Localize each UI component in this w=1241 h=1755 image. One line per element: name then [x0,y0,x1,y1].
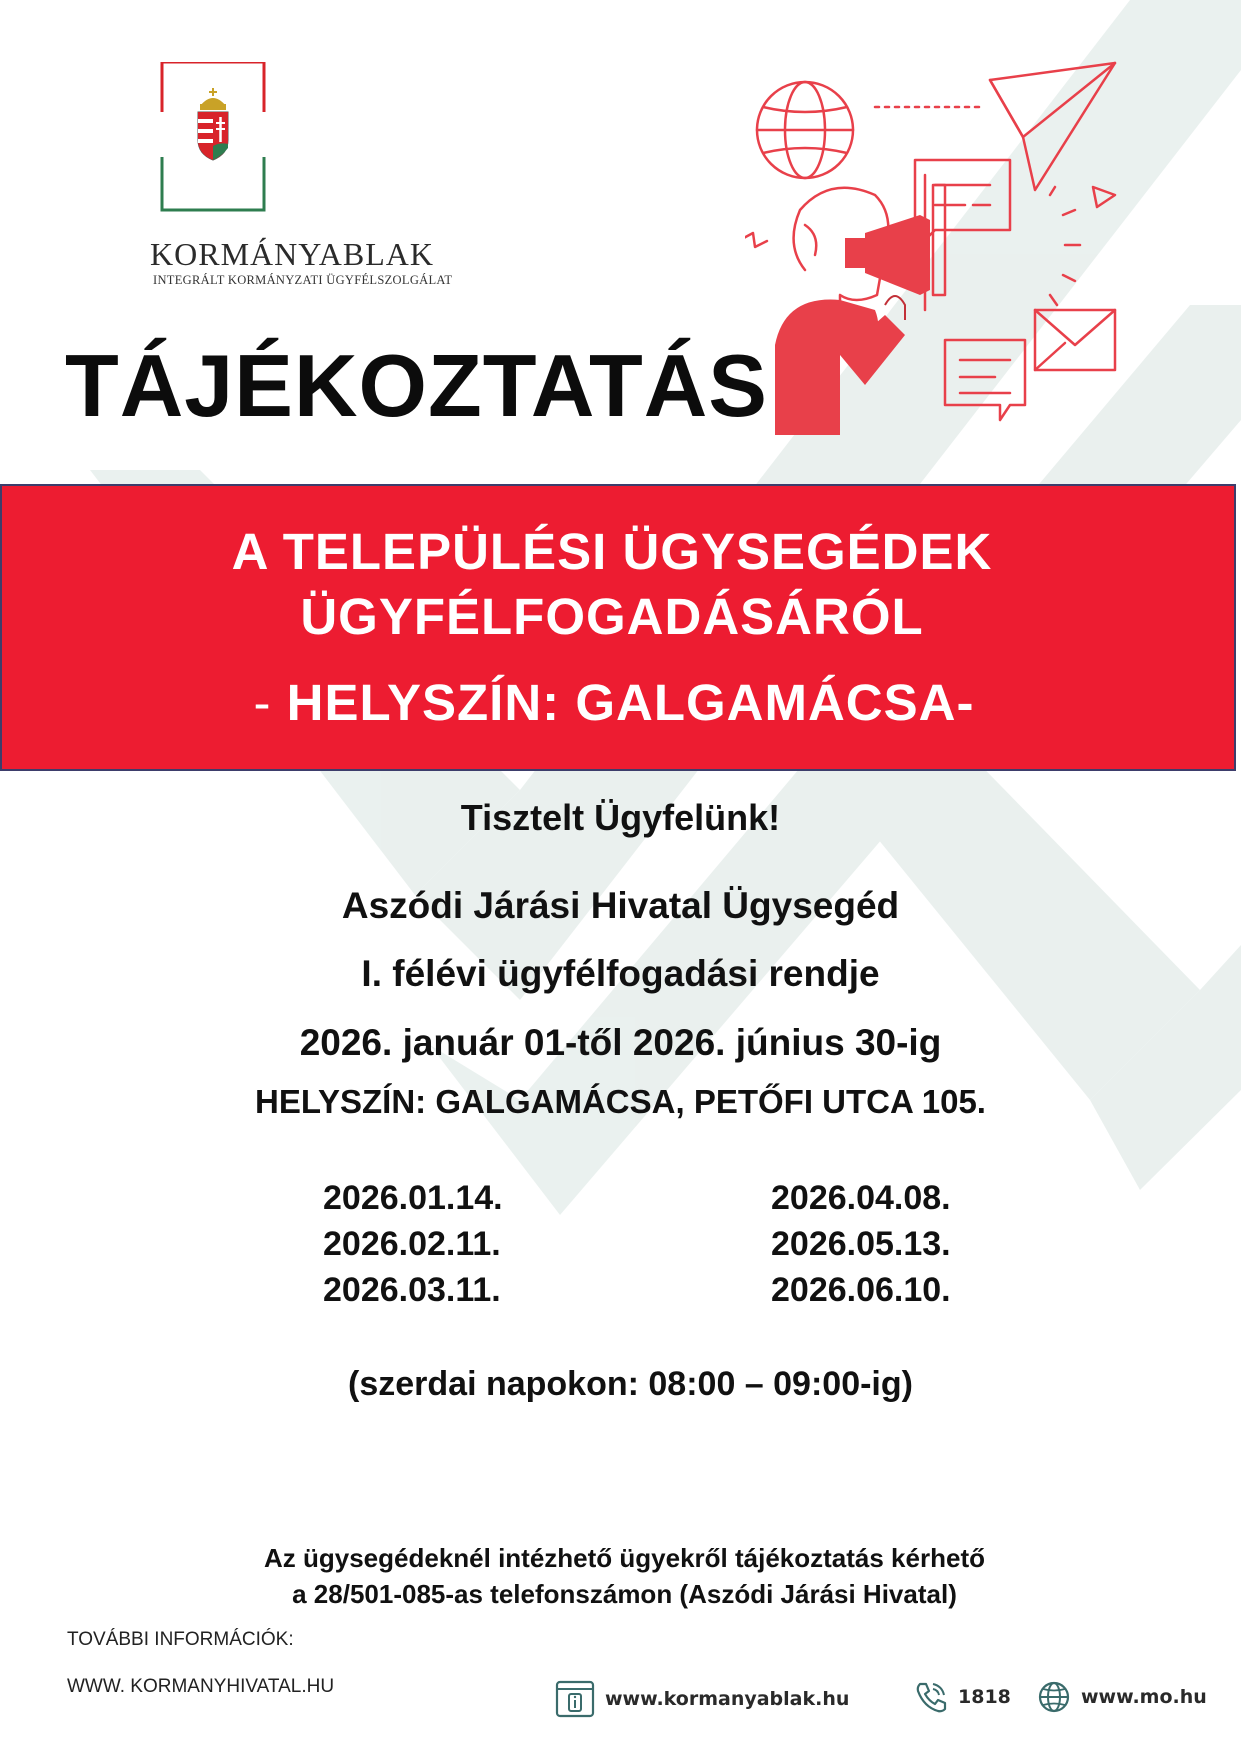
kormanyhivatal-link[interactable]: WWW. KORMANYHIVATAL.HU [67,1676,335,1697]
coat-of-arms-icon [158,62,268,212]
semester-schedule: I. félévi ügyfélfogadási rendje [361,953,880,994]
banner-dash: - [253,674,287,731]
office-name: Aszódi Járási Hivatal Ügysegéd [341,885,900,926]
office-hours: (szerdai napokon: 08:00 – 09:00-ig) [348,1365,913,1403]
banner-location: HELYSZÍN: GALGAMÁCSA- [286,674,975,731]
banner-line-2: ÜGYFÉLFOGADÁSÁRÓL [300,588,924,645]
kormanyablak-logo [150,62,453,292]
date-item: 2026.01.14. [323,1179,503,1217]
date-item: 2026.02.11. [323,1225,501,1263]
date-item: 2026.03.11. [323,1271,501,1309]
megaphone-person-illustration [745,55,1125,450]
dates-column-right [771,1175,953,1313]
date-item: 2026.04.08. [771,1175,953,1221]
footer-text: www.mo.hu [1081,1686,1207,1708]
validity-period: 2026. január 01-től 2026. június 30-ig [299,1022,942,1063]
greeting: Tisztelt Ügyfelünk! [460,797,781,838]
contact-info [4,1540,1241,1612]
further-info-label: TOVÁBBI INFORMÁCIÓK: [67,1629,294,1650]
logo-wordmark: KORMÁNYABLAK [150,236,435,272]
globe-icon [1037,1680,1071,1714]
footer-kormanyablak[interactable] [555,1680,849,1718]
logo-subtitle: INTEGRÁLT KORMÁNYZATI ÜGYFÉLSZOLGÁLAT [153,273,453,287]
date-item: 2026.05.13. [771,1221,953,1267]
footer-text: 1818 [958,1686,1011,1708]
dates-column-left [323,1175,503,1313]
contact-info-line-1: Az ügysegédeknél intézhető ügyekről tájékoztatás kérhető [264,1543,985,1573]
phone-icon [914,1680,948,1714]
footer-mo[interactable] [1037,1680,1207,1714]
location-address: HELYSZÍN: GALGAMÁCSA, PETŐFI UTCA 105. [255,1083,986,1120]
date-item: 2026.06.10. [771,1267,953,1313]
info-window-icon [555,1680,595,1718]
banner-line-1: A TELEPÜLÉSI ÜGYSEGÉDEK [231,523,993,580]
subject-banner [0,484,1236,771]
footer-phone[interactable] [914,1680,1011,1714]
contact-info-line-2: a 28/501-085-as telefonszámon (Aszódi Járási Hivatal) [292,1579,957,1609]
page-title: TÁJÉKOZTATÁS [65,336,768,435]
banner-line-3 [0,673,1230,732]
footer-text: www.kormanyablak.hu [605,1688,850,1710]
